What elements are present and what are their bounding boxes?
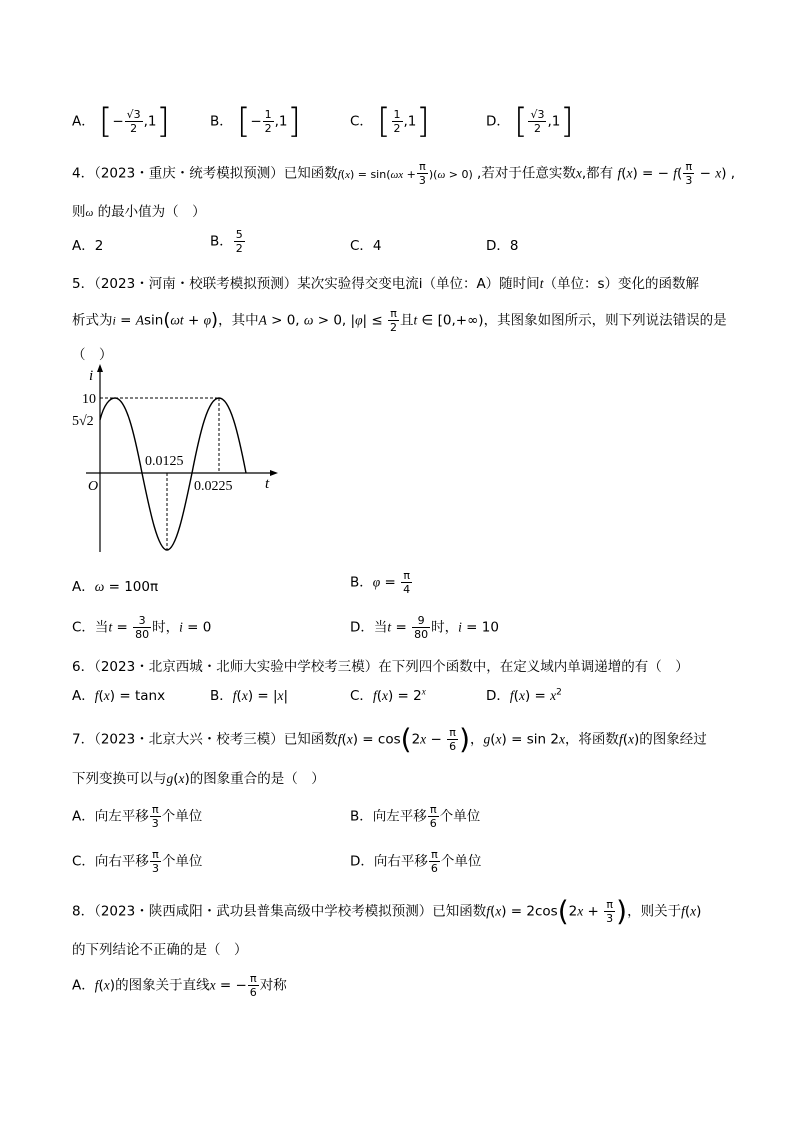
q6-option-c: C．$f(x) = 2^x$: [350, 686, 426, 704]
x-axis-arrow: [270, 470, 278, 476]
q5-stem-line1: 5．（2023・河南・校联考模拟预测）某次实验得交变电流i（单位：A）随时间t（单位：s）变化的函数解: [72, 276, 699, 292]
q8-stem-line2: 的下列结论不正确的是（ ）: [72, 942, 248, 958]
origin-label: O: [88, 479, 99, 494]
q4-option-b: B． $\frac{5}{2}$: [210, 228, 243, 255]
q5-stem-line2: 析式为i = Asin(ωt + φ)，其中A > 0, ω > 0, |φ| ≤ $\frac{\pi}{2}$ 且t ∈ [0,+∞)，其图象如图所示，则下列说法错误的是: [72, 307, 727, 334]
q3-option-c: C． [ $\frac{1}{2}$ ,1]: [350, 101, 430, 142]
q7-option-d: D．向右平移 $\frac{\pi}{6}$ 个单位: [350, 848, 482, 875]
q8-stem-line1: 8．（2023・陕西咸阳・武功县普集高级中学校考模拟预测）已知函数f(x) = 2cos(2x + $\frac{\pi}{3}$ )，则关于f(x): [72, 894, 702, 928]
x-label-0.0125: 0.0125: [145, 454, 184, 469]
sine-curve: [100, 398, 246, 550]
q3-option-d: D． [ $\frac{√3}{2}$ ,1]: [486, 101, 574, 142]
q3-option-b: B． [− $\frac{1}{2}$ ,1]: [210, 101, 301, 142]
q5-option-b: B．φ = $\frac{\pi}{4}$: [350, 569, 411, 596]
q7-option-c: C．向右平移 $\frac{\pi}{3}$ 个单位: [72, 848, 203, 875]
q3-option-a: A． [− $\frac{√3}{2}$ ,1]: [72, 101, 170, 142]
q5-option-c: C．当t = $\frac{3}{80}$ 时，i = 0: [72, 614, 212, 641]
q5-option-d: D．当t = $\frac{9}{80}$ 时，i = 10: [350, 614, 499, 641]
q4-stem-line1: 4．（2023・重庆・统考模拟预测）已知函数f(x) = sin(ωx + $\frac{\pi}{3}$ )(ω > 0) ,若对于任意实数x,都有 f(x) = − f( $\frac{\pi}{3}$ − x) ,: [72, 160, 736, 187]
x-label-0.0225: 0.0225: [194, 479, 233, 494]
q5-option-a: A．ω = 100π: [72, 579, 159, 595]
q4-stem-line2: 则ω 的最小值为（ ）: [72, 204, 206, 220]
q8-option-a: A．f(x)的图象关于直线x = − $\frac{\pi}{6}$ 对称: [72, 972, 287, 999]
q6-option-d: D．$f(x) = x^2$: [486, 687, 562, 704]
q7-stem-line2: 下列变换可以与g(x)的图象重合的是（ ）: [72, 771, 325, 787]
q4-option-c: C．4: [350, 238, 382, 254]
y-max-label: 10: [82, 392, 96, 407]
y-axis-label: i: [89, 368, 94, 384]
q6-stem: 6．（2023・北京西城・北师大实验中学校考三模）在下列四个函数中，在定义域内单调递增的有（ ）: [72, 659, 689, 675]
q6-option-b: B．f(x) = |x|: [210, 688, 289, 704]
q7-option-b: B．向左平移 $\frac{\pi}{6}$ 个单位: [350, 803, 481, 830]
q7-option-a: A．向左平移 $\frac{\pi}{3}$ 个单位: [72, 803, 203, 830]
q7-stem-line1: 7．（2023・北京大兴・校考三模）已知函数f(x) = cos(2x − $\frac{\pi}{6}$ )，g(x) = sin 2x，将函数f(x)的图象经过: [72, 722, 707, 756]
y-start-label: 5√2: [72, 414, 94, 429]
q5-stem-line3: （ ）: [72, 347, 113, 363]
q6-option-a: A．f(x) = tanx: [72, 688, 166, 704]
q5-sine-graph: [70, 362, 290, 558]
q4-option-d: D．8: [486, 238, 519, 254]
y-axis-arrow: [97, 364, 103, 372]
q4-option-a: A．2: [72, 238, 104, 254]
x-axis-label: t: [265, 476, 270, 492]
